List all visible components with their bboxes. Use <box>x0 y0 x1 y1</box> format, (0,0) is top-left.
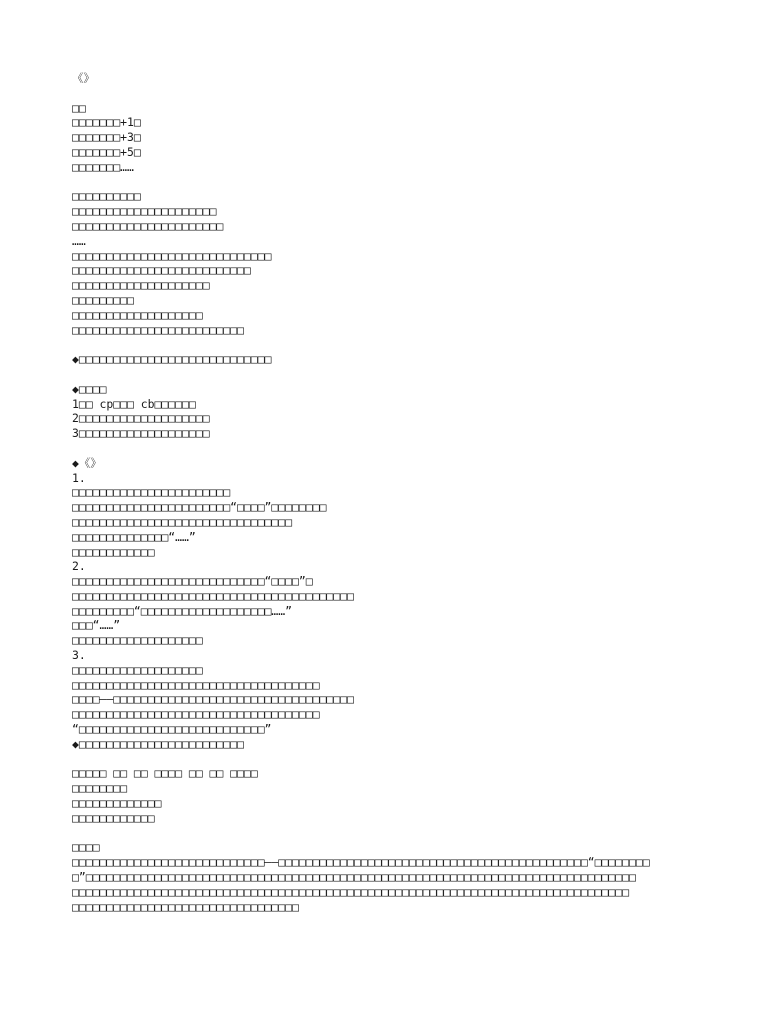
text-line: □□□□□□□□□□□□□□“……” <box>72 529 196 544</box>
blank-line <box>72 175 712 190</box>
text-line: □□□□□□□□□□□□ <box>72 810 155 825</box>
text-line: “□□□□□□□□□□□□□□□□□□□□□□□□□□□” <box>72 722 272 737</box>
text-line: □□□□□□□□□□□□□□□□□□□□□□□□□□□□□□□□□□□□□□□□□□□□□□□□□□□□□□□□□□□□□□□□□□□□□□□□□□□□□□□□□ <box>72 884 630 899</box>
text-line: □□□□□□□□□□□□□□□□□□□□□ <box>72 204 217 219</box>
text-line: □□□□□□□□□□□□□□□□□□□□□□□□□□□□——□□□□□□□□□□□□□□□□□□□□□□□□□□□□□□□□□□□□□□□□□□□□□“□□□□□□□□ <box>72 855 650 870</box>
text-line: 2. <box>72 559 86 574</box>
text-line: □□□□□□□□□□□□□□□□□□□□□□□□□□□□□□□□□□□□ <box>72 677 320 692</box>
text-line: □□□□□□□□□□□□ <box>72 544 155 559</box>
text-line: □□□□□□□□□□□□□□□□□□□ <box>72 633 203 648</box>
text-line: □□□□□□□□□□□□□□□□□□□□□□ <box>72 218 224 233</box>
text-line: □□□□□□□+3□ <box>72 130 141 145</box>
text-line: ◆□□□□□□□□□□□□□□□□□□□□□□□□□□□□ <box>72 352 272 367</box>
text-line: □□□□□□□□□□□□□□□□□□□□□□□ <box>72 485 231 500</box>
text-line: □□□□□□□□□□□□□□□□□□□□□□□□□□ <box>72 263 251 278</box>
text-line: □□□□□□□□□□□□□□□□□□□□□□□□□□□□“□□□□”□ <box>72 574 313 589</box>
text-line: 3□□□□□□□□□□□□□□□□□□□ <box>72 426 210 441</box>
text-line: □□□□□□□□□□□□□□□□□□□□□□□□□□□□□□□□□□□□□□□□□ <box>72 588 354 603</box>
text-line: 1□□ cp□□□ cb□□□□□□ <box>72 396 196 411</box>
text-line: □”□□□□□□□□□□□□□□□□□□□□□□□□□□□□□□□□□□□□□□□□□□□□□□□□□□□□□□□□□□□□□□□□□□□□□□□□□□□□□□□□ <box>72 870 636 885</box>
text-line: …… <box>72 233 86 248</box>
blank-line <box>72 752 712 767</box>
text-line: □□□□□□□□□□ <box>72 189 141 204</box>
text-line: □□□□□□□□□□□□□□□□□□□ <box>72 307 203 322</box>
text-line: □□□□□ □□ □□ □□□□ □□ □□ □□□□ <box>72 766 258 781</box>
text-line: □□□□□□□□□□□□□ <box>72 796 162 811</box>
text-line: ◆□□□□□□□□□□□□□□□□□□□□□□□□ <box>72 736 244 751</box>
text-line: □□□□——□□□□□□□□□□□□□□□□□□□□□□□□□□□□□□□□□□□ <box>72 692 354 707</box>
text-line: □□□□□□□□ <box>72 781 128 796</box>
text-line: □□□□□□□□□□□□□□□□□□□□□□□□□□□□□□□□□□□□ <box>72 707 320 722</box>
text-line: 《》 <box>72 71 95 85</box>
text-line: □□□□□□□+5□ <box>72 144 141 159</box>
blank-line <box>72 826 712 841</box>
blank-line <box>72 86 712 101</box>
blank-line <box>72 441 712 456</box>
text-line: □□□□□□□+1□ <box>72 115 141 130</box>
document-body <box>72 71 712 914</box>
text-line: □□ <box>72 100 86 115</box>
text-line: □□□□□□□□□□□□□□□□□□□□□□□“□□□□”□□□□□□□□ <box>72 500 327 515</box>
text-line: 2□□□□□□□□□□□□□□□□□□□ <box>72 411 210 426</box>
text-line: □□□□ <box>72 840 100 855</box>
text-line: 1. <box>72 470 86 485</box>
text-line: □□□□□□□□□□□□□□□□□□□□□□□□□□□□□□□□ <box>72 514 293 529</box>
text-line: □□□“……” <box>72 618 121 633</box>
text-line: 3. <box>72 648 86 663</box>
text-line: ◆《》 <box>72 455 102 470</box>
text-line: □□□□□□□…… <box>72 159 134 174</box>
text-line: □□□□□□□□□□□□□□□□□□□ <box>72 662 203 677</box>
text-line: □□□□□□□□□“□□□□□□□□□□□□□□□□□□□……” <box>72 603 293 618</box>
text-line: □□□□□□□□□□□□□□□□□□□□□□□□□□□□□ <box>72 248 272 263</box>
text-line: □□□□□□□□□□□□□□□□□□□□□□□□□ <box>72 322 244 337</box>
text-line: □□□□□□□□□ <box>72 292 134 307</box>
blank-line <box>72 337 712 352</box>
text-line: □□□□□□□□□□□□□□□□□□□□□□□□□□□□□□□□□ <box>72 899 299 914</box>
text-line: □□□□□□□□□□□□□□□□□□□□ <box>72 278 210 293</box>
text-line: ◆□□□□ <box>72 381 107 396</box>
blank-line <box>72 367 712 382</box>
